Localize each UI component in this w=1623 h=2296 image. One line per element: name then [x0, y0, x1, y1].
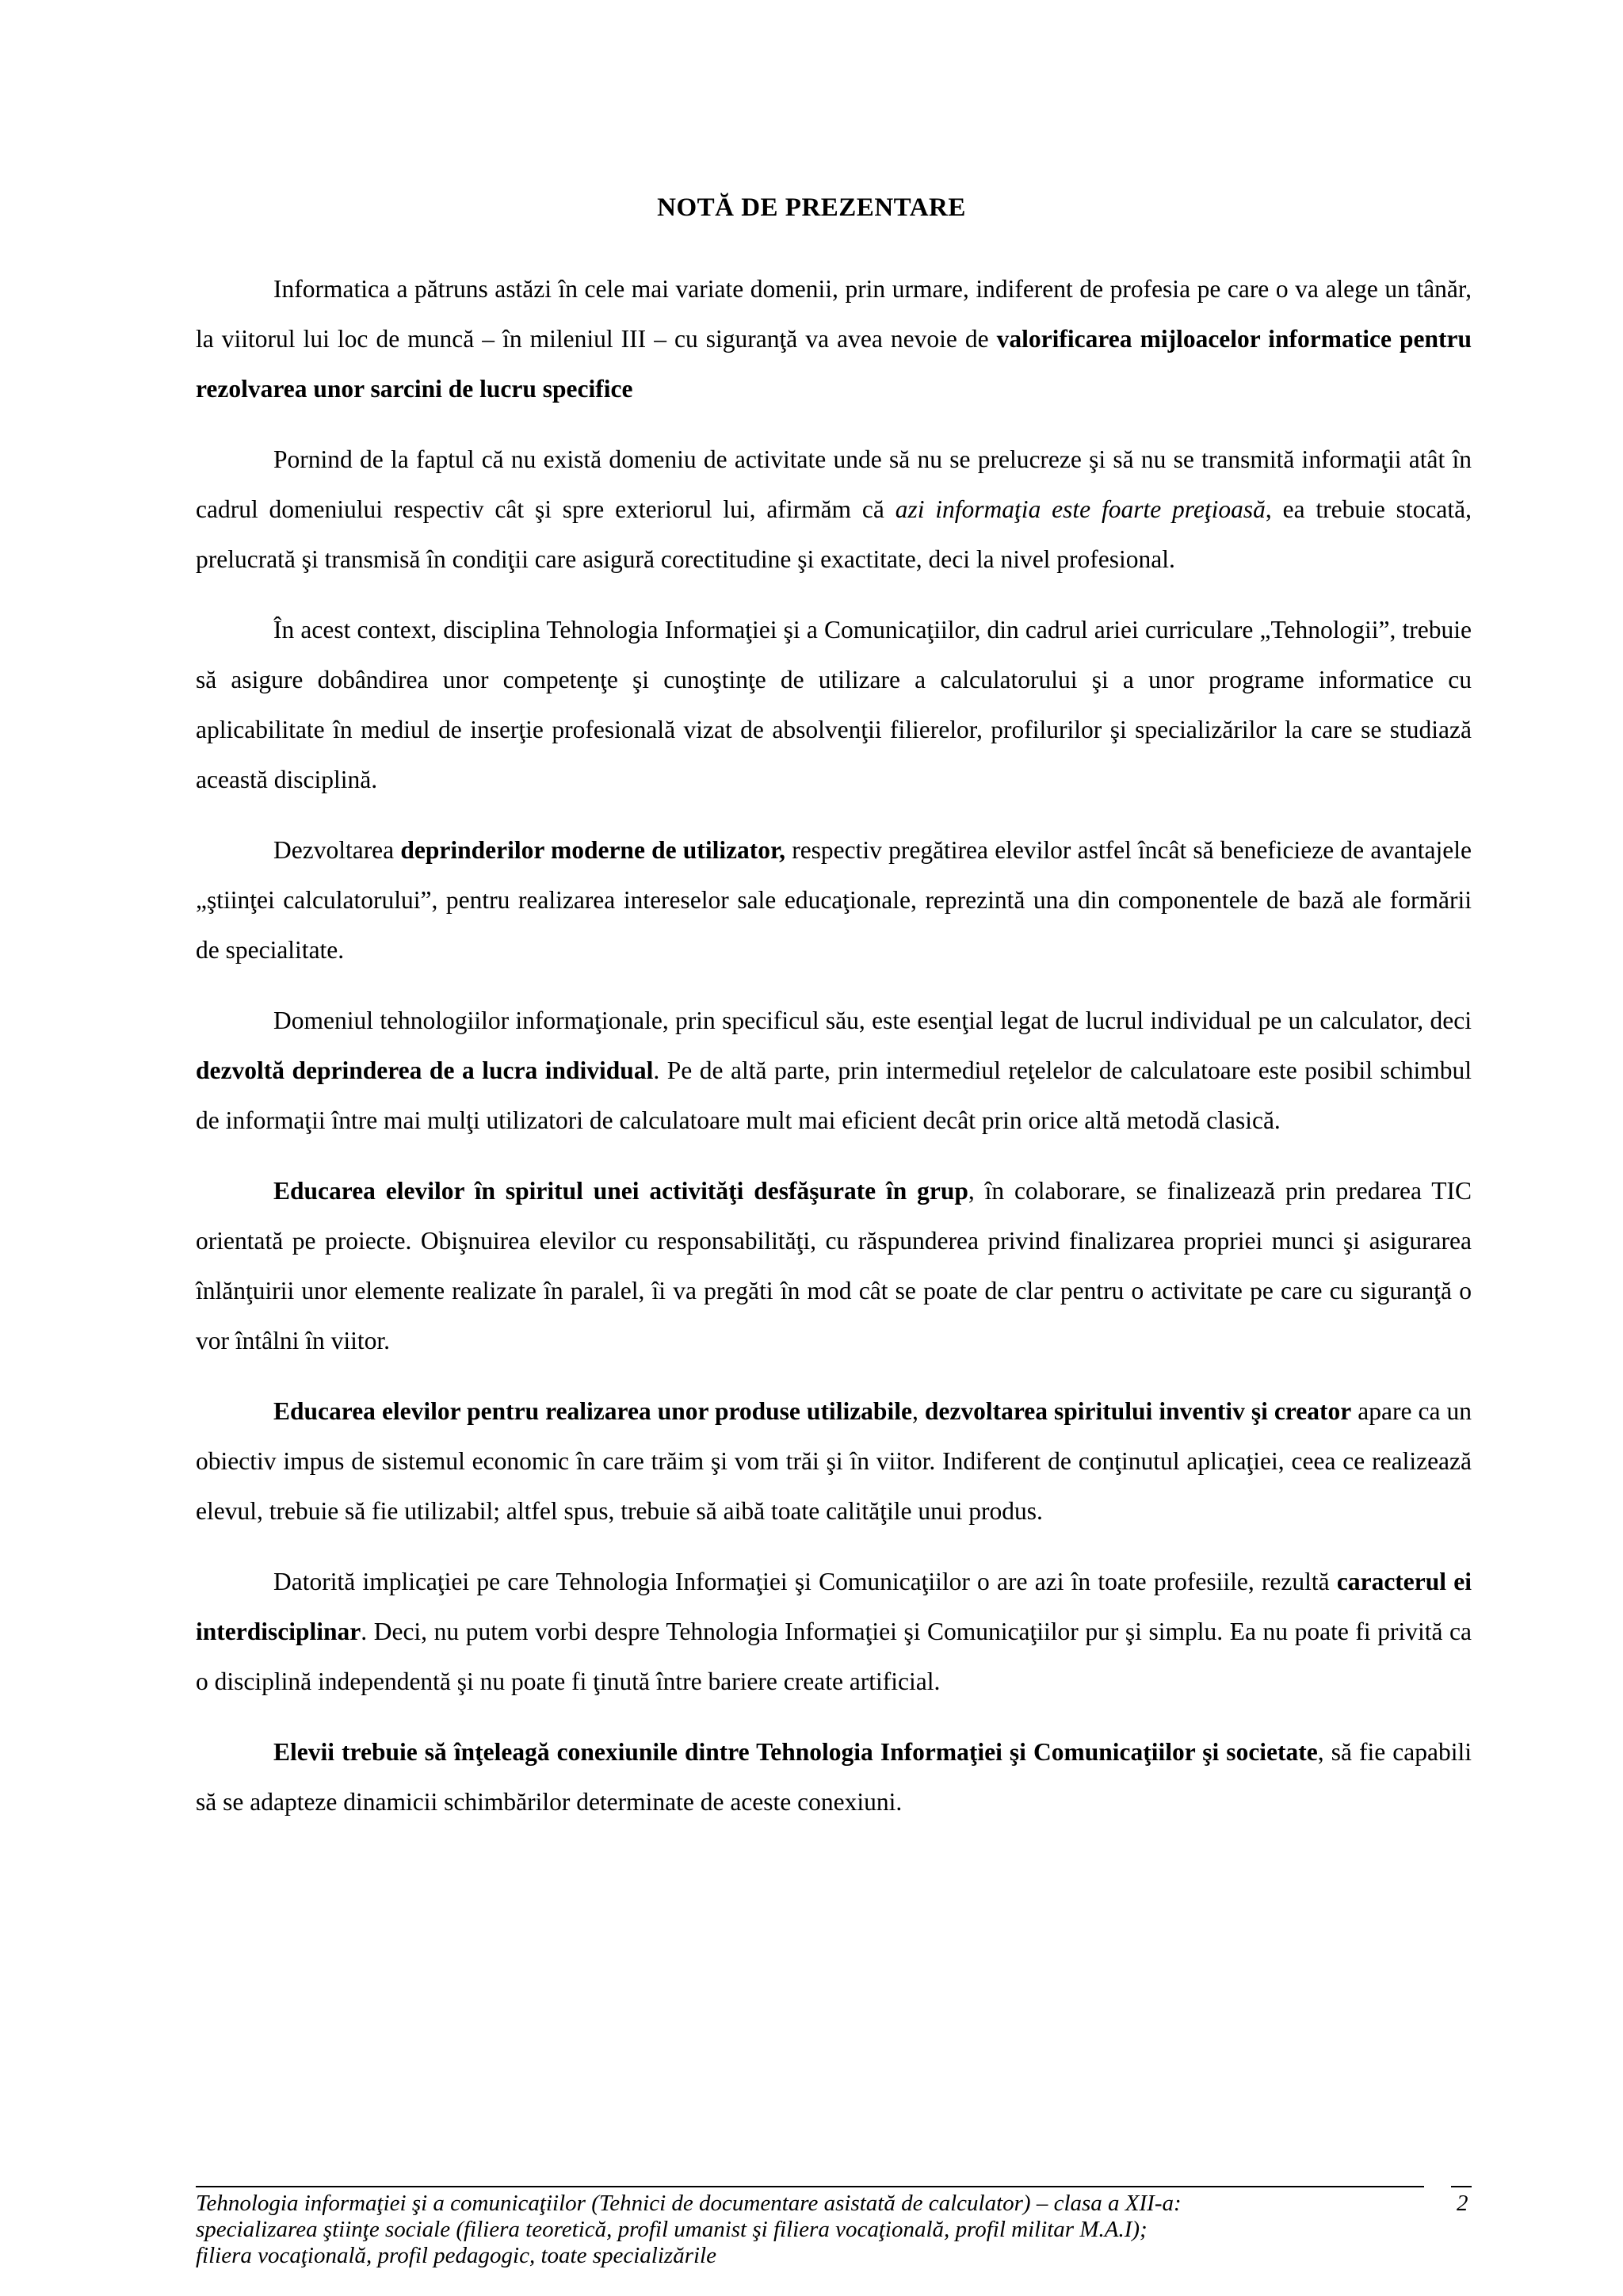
page-number-divider — [1451, 2186, 1472, 2187]
paragraph — [196, 434, 1472, 584]
page-number: 2 — [1457, 2191, 1468, 2216]
footer-line: filiera vocaţională, profil pedagogic, toate specializările — [196, 2243, 716, 2268]
text-run: Datorită implicaţiei pe care Tehnologia Informaţiei şi Comunicaţiilor o are azi în toate profesiile, rezultă — [273, 1568, 1337, 1595]
text-run: , în colaborare, se finalizează prin predarea TIC orientată pe proiecte. Obişnuirea elevilor cu responsabilităţi, cu răspunderea privind finalizarea propriei munci şi asigurarea înlănţuirii unor elemente realizate în paralel, îi va pregăti în mod cât se poate de clar pentru o activitate pe care cu siguranţă o vor întâlni în viitor. — [196, 1177, 1472, 1354]
text-run: . Deci, nu putem vorbi despre Tehnologia Informaţiei şi Comunicaţiilor pur şi simplu. Ea nu poate fi privită ca o disciplină independentă şi nu poate fi ţinută între bariere create artificial. — [196, 1618, 1472, 1695]
page-footer — [196, 2191, 1440, 2269]
text-run: Dezvoltarea — [273, 836, 401, 864]
text-run: , să fie capabili să se adapteze dinamicii schimbărilor determinate de aceste conexiuni. — [196, 1738, 1472, 1816]
text-run: Elevii trebuie să înţeleagă conexiunile dintre Tehnologia Informaţiei şi Comunicaţiilor şi societate — [273, 1738, 1318, 1766]
paragraph — [196, 1166, 1472, 1366]
text-run: respectiv pregătirea elevilor astfel încât să beneficieze de avantajele „ştiinţei calculatorului”, pentru realizarea intereselor sale educaţionale, reprezintă una din componentele de bază ale formării de specialitate. — [196, 836, 1472, 964]
text-run: dezvoltarea spiritului inventiv şi creator — [924, 1397, 1352, 1425]
text-run: Pornind de la faptul că nu există domeniu de activitate unde să nu se prelucreze şi să nu se transmită informaţii atât în cadrul domeniului respectiv cât şi spre exteriorul lui, afirmăm că — [196, 445, 1472, 523]
text-run: valorificarea mijloacelor informatice pentru rezolvarea unor sarcini de lucru specifice — [196, 325, 1472, 403]
paragraph — [196, 1727, 1472, 1827]
text-run: deprinderilor moderne de utilizator, — [400, 836, 786, 864]
text-run: Informatica a pătruns astăzi în cele mai variate domenii, prin urmare, indiferent de profesia pe care o va alege un tânăr, la viitorul lui loc de muncă – în mileniul III – cu siguranţă va avea nevoie de — [196, 275, 1472, 353]
text-run: , ea trebuie stocată, prelucrată şi transmisă în condiţii care asigură corectitudine şi exactitate, deci la nivel profesional. — [196, 495, 1472, 573]
text-run: În acest context, disciplina Tehnologia Informaţiei şi a Comunicaţiilor, din cadrul ariei curriculare „Tehnologii”, trebuie să asigure dobândirea unor competenţe şi cunoştinţe de utilizare a calculatorului şi a unor programe informatice cu aplicabilitate în mediul de inserţie profesională vizat de absolvenţii filierelor, profilurilor şi specializărilor la care se studiază această disciplină. — [196, 616, 1472, 793]
text-run: dezvoltă deprinderea de a lucra individual — [196, 1056, 654, 1084]
text-run: . Pe de altă parte, prin intermediul reţelelor de calculatoare este posibil schimbul de informaţii între mai mulţi utilizatori de calculatoare mult mai eficient decât prin orice altă metodă clasică. — [196, 1056, 1472, 1134]
paragraph — [196, 1386, 1472, 1536]
text-run: caracterul ei interdisciplinar — [196, 1568, 1472, 1645]
text-run: Educarea elevilor pentru realizarea unor produse utilizabile — [273, 1397, 912, 1425]
paragraph — [196, 1557, 1472, 1706]
text-run: , — [911, 1397, 925, 1425]
footer-divider — [196, 2186, 1424, 2187]
text-run: azi informaţia este foarte preţioasă — [895, 495, 1266, 523]
paragraph — [196, 264, 1472, 414]
paragraph — [196, 825, 1472, 975]
paragraph — [196, 605, 1472, 804]
page-title: NOTĂ DE PREZENTARE — [657, 193, 966, 222]
paragraph — [196, 995, 1472, 1145]
text-run: Domeniul tehnologiilor informaţionale, prin specificul său, este esenţial legat de lucrul individual pe un calculator, deci — [273, 1007, 1472, 1034]
footer-line: specializarea ştiinţe sociale (filiera teoretică, profil umanist şi filiera vocaţională, profil militar M.A.I); — [196, 2217, 1148, 2242]
text-run: Educarea elevilor în spiritul unei activităţi desfăşurate în grup — [273, 1177, 968, 1205]
text-run: apare ca un obiectiv impus de sistemul economic în care trăim şi vom trăi şi în viitor. Indiferent de conţinutul aplicaţiei, ceea ce realizează elevul, trebuie să fie utilizabil; altfel spus, trebuie să aibă toate calităţile unui produs. — [196, 1397, 1472, 1525]
document-body — [196, 264, 1472, 1847]
footer-line: Tehnologia informaţiei şi a comunicaţiilor (Tehnici de documentare asistată de calculator) – clasa a XII-a: — [196, 2191, 1182, 2216]
